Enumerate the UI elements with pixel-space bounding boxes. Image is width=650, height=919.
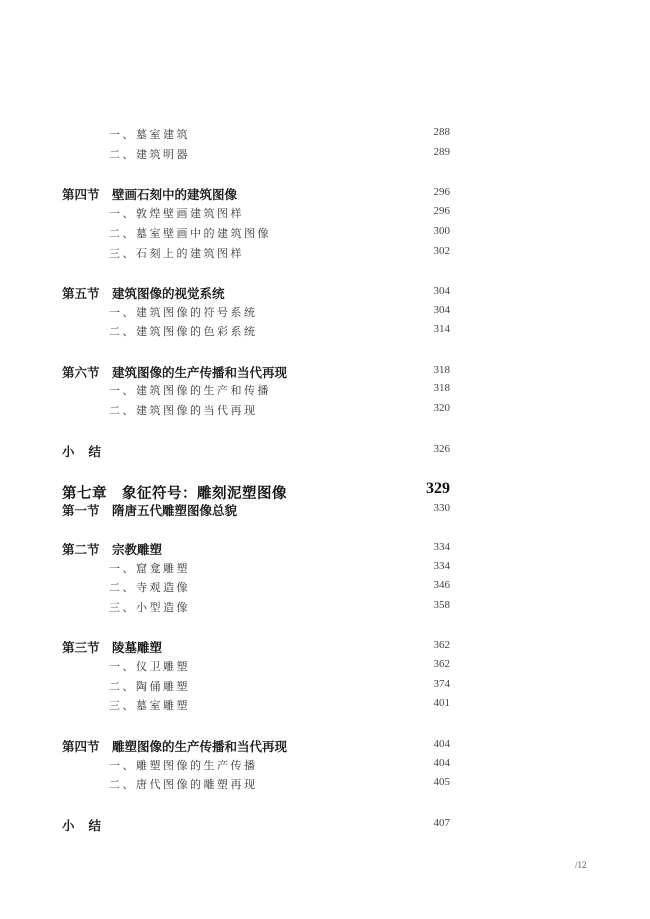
section-title: 第二节 宗教雕塑 bbox=[62, 542, 163, 557]
section-title: 第三节 陵墓雕塑 bbox=[62, 640, 163, 655]
entry-page: 362 bbox=[433, 658, 450, 670]
toc-section bbox=[0, 737, 650, 755]
toc-entry bbox=[0, 304, 650, 322]
entry-page: 289 bbox=[433, 146, 450, 158]
section-title: 第一节 隋唐五代雕塑图像总貌 bbox=[62, 503, 238, 518]
toc-entry bbox=[0, 757, 650, 775]
chapter-page: 329 bbox=[426, 480, 450, 497]
entry-page: 288 bbox=[433, 126, 450, 138]
entry-title: 二、寺观造像 bbox=[109, 581, 190, 594]
section-title: 第六节 建筑图像的生产传播和当代再现 bbox=[62, 365, 288, 380]
entry-title: 二、建筑图像的色彩系统 bbox=[109, 325, 258, 338]
entry-page: 320 bbox=[433, 402, 450, 414]
entry-page: 330 bbox=[433, 502, 450, 514]
page-folio: /12 bbox=[575, 860, 587, 870]
entry-title: 二、建筑图像的当代再现 bbox=[109, 404, 258, 417]
entry-page: 401 bbox=[433, 697, 450, 709]
entry-page: 407 bbox=[433, 817, 450, 829]
toc-section bbox=[0, 363, 650, 381]
toc-entry bbox=[0, 225, 650, 243]
entry-title: 一、仪卫雕塑 bbox=[109, 660, 190, 673]
entry-page: 304 bbox=[433, 285, 450, 297]
entry-page: 362 bbox=[433, 639, 450, 651]
entry-title: 二、唐代图像的雕塑再现 bbox=[109, 778, 258, 791]
toc-entry bbox=[0, 205, 650, 223]
entry-page: 358 bbox=[433, 599, 450, 611]
toc-entry bbox=[0, 560, 650, 578]
section-title: 第五节 建筑图像的视觉系统 bbox=[62, 286, 225, 301]
toc-summary bbox=[0, 816, 650, 834]
toc-entry bbox=[0, 579, 650, 597]
entry-page: 296 bbox=[433, 205, 450, 217]
toc-entry bbox=[0, 382, 650, 400]
entry-title: 一、建筑图像的符号系统 bbox=[109, 306, 258, 319]
toc-entry bbox=[0, 146, 650, 164]
entry-page: 405 bbox=[433, 776, 450, 788]
entry-title: 三、小型造像 bbox=[109, 601, 190, 614]
toc-entry bbox=[0, 126, 650, 144]
entry-page: 318 bbox=[433, 382, 450, 394]
entry-title: 一、雕塑图像的生产传播 bbox=[109, 759, 258, 772]
section-title: 第四节 雕塑图像的生产传播和当代再现 bbox=[62, 739, 288, 754]
entry-title: 一、建筑图像的生产和传播 bbox=[109, 384, 271, 397]
toc-section bbox=[0, 638, 650, 656]
toc-entry bbox=[0, 599, 650, 617]
entry-title: 三、石刻上的建筑图样 bbox=[109, 247, 244, 260]
entry-title: 二、建筑明器 bbox=[109, 148, 190, 161]
toc-entry bbox=[0, 245, 650, 263]
section-title: 第四节 壁画石刻中的建筑图像 bbox=[62, 187, 238, 202]
toc-entry bbox=[0, 658, 650, 676]
summary-title: 小结 bbox=[62, 444, 116, 459]
chapter-title: 第七章 象征符号：雕刻泥塑图像 bbox=[62, 485, 287, 502]
entry-page: 296 bbox=[433, 186, 450, 198]
entry-page: 300 bbox=[433, 225, 450, 237]
entry-page: 334 bbox=[433, 560, 450, 572]
toc-section bbox=[0, 185, 650, 203]
entry-title: 二、陶俑雕塑 bbox=[109, 680, 190, 693]
toc-entry bbox=[0, 402, 650, 420]
toc-section bbox=[0, 501, 650, 519]
entry-title: 二、墓室壁画中的建筑图像 bbox=[109, 227, 271, 240]
toc-section bbox=[0, 284, 650, 302]
entry-page: 302 bbox=[433, 245, 450, 257]
toc-chapter bbox=[0, 482, 650, 500]
entry-page: 318 bbox=[433, 364, 450, 376]
entry-page: 404 bbox=[433, 738, 450, 750]
toc-entry bbox=[0, 697, 650, 715]
entry-page: 404 bbox=[433, 757, 450, 769]
toc-summary bbox=[0, 442, 650, 460]
entry-title: 三、墓室雕塑 bbox=[109, 699, 190, 712]
entry-page: 304 bbox=[433, 304, 450, 316]
entry-page: 326 bbox=[433, 443, 450, 455]
toc-entry bbox=[0, 323, 650, 341]
entry-title: 一、敦煌壁画建筑图样 bbox=[109, 207, 244, 220]
toc-section bbox=[0, 540, 650, 558]
entry-page: 374 bbox=[433, 678, 450, 690]
entry-page: 314 bbox=[433, 323, 450, 335]
entry-title: 一、窟龛雕塑 bbox=[109, 562, 190, 575]
toc-entry bbox=[0, 678, 650, 696]
toc-entry bbox=[0, 776, 650, 794]
entry-title: 一、墓室建筑 bbox=[109, 128, 190, 141]
entry-page: 346 bbox=[433, 579, 450, 591]
entry-page: 334 bbox=[433, 541, 450, 553]
summary-title: 小结 bbox=[62, 818, 116, 833]
